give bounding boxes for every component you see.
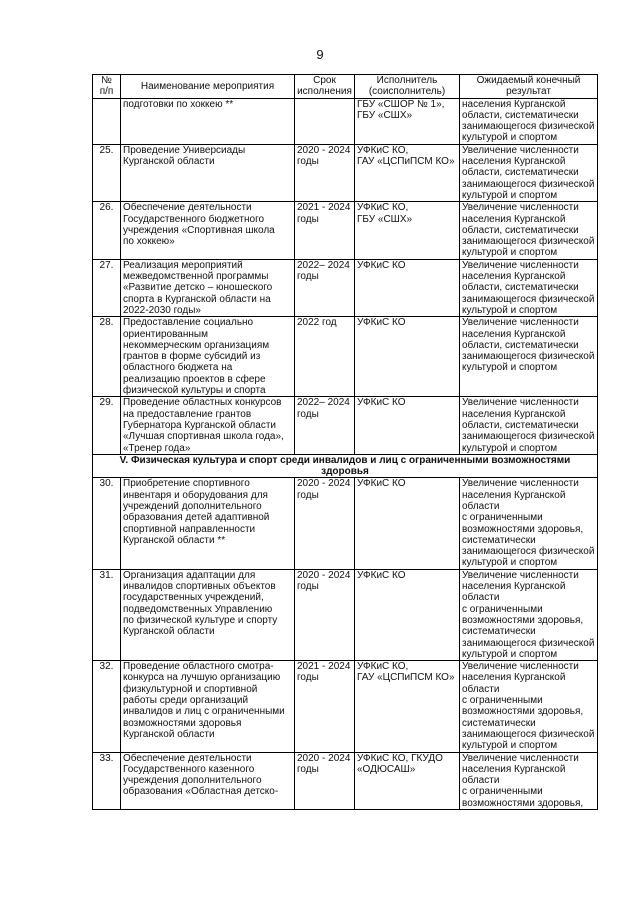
table-row	[93, 259, 598, 316]
header-term: Срок исполнения	[295, 75, 355, 99]
cell-name	[121, 569, 295, 660]
cell-executor	[355, 98, 460, 144]
cell-num	[93, 98, 121, 144]
cell-result	[460, 397, 598, 454]
cell-executor	[355, 569, 460, 660]
cell-name-text: Проведение областного смотра- конкурса на лучшую организацию физкультурной и спортивной работы среди организаций инвалидов и лиц с ограниченными возможностями здоровья Курганской области	[123, 661, 285, 740]
cell-result-text: Увеличение численности населения Курганской области, систематически занимающегося физической культурой и спортом	[462, 397, 595, 454]
table-row	[93, 317, 598, 397]
cell-result	[460, 317, 598, 397]
cell-result-text: Увеличение численности населения Курганской области с ограниченными возможностями здоровья, систематически занимающегося физической культурой и спортом	[462, 569, 595, 660]
plan-table	[92, 74, 598, 810]
cell-result	[460, 144, 598, 201]
cell-term-text: 2020 - 2024 годы	[297, 569, 351, 593]
cell-result	[460, 98, 598, 144]
cell-term-text: 2022– 2024 годы	[297, 397, 350, 420]
cell-term-text: 2021 - 2024 годы	[297, 202, 351, 225]
cell-executor-text: УФКиС КО	[357, 397, 406, 409]
cell-name	[121, 202, 295, 259]
cell-executor-text: УФКиС КО	[357, 478, 406, 490]
cell-num-text: 28.	[99, 317, 114, 329]
cell-result-text: Увеличение численности населения Курганской области, систематически занимающегося физической культурой и спортом	[462, 259, 595, 316]
cell-result-text: Увеличение численности населения Курганской области, систематически занимающегося физической культурой и спортом	[462, 144, 595, 201]
table-row	[93, 98, 598, 144]
cell-result-text: Увеличение численности населения Курганской области с ограниченными возможностями здоровья,	[462, 752, 584, 809]
cell-executor	[355, 144, 460, 201]
cell-num	[93, 317, 121, 397]
cell-result-text: Увеличение численности населения Курганской области, систематически занимающегося физической культурой и спортом	[462, 202, 595, 259]
section-title: V. Физическая культура и спорт среди инвалидов и лиц с ограниченными возможностями здоровья	[93, 454, 598, 478]
cell-executor	[355, 478, 460, 569]
table-row	[93, 397, 598, 454]
cell-name	[121, 397, 295, 454]
cell-name-text: Организация адаптации для инвалидов спортивных объектов государственных учреждений, подведомственных Управлению по физической культуре и спорту Курганской области	[123, 569, 278, 638]
cell-executor	[355, 661, 460, 752]
cell-name	[121, 317, 295, 397]
cell-num-text: 33.	[99, 752, 114, 764]
cell-result	[460, 202, 598, 259]
section-row	[93, 454, 598, 478]
cell-name-text: Проведение Универсиады Курганской области	[123, 144, 246, 168]
table-body-part1	[93, 98, 598, 454]
cell-name	[121, 478, 295, 569]
cell-term	[295, 98, 355, 144]
cell-num	[93, 752, 121, 809]
table-row	[93, 569, 598, 660]
header-name: Наименование мероприятия	[121, 75, 295, 99]
cell-executor	[355, 202, 460, 259]
cell-executor-text: ГБУ «СШОР № 1», ГБУ «СШХ»	[357, 98, 445, 121]
table-body-part2	[93, 478, 598, 810]
cell-name	[121, 144, 295, 201]
cell-num-text: 31.	[99, 569, 114, 581]
header-num: № п/п	[93, 75, 121, 99]
cell-result	[460, 661, 598, 752]
cell-term-text: 2022– 2024 годы	[297, 259, 350, 283]
cell-num-text: 26.	[99, 202, 114, 214]
cell-result-text: Увеличение численности населения Курганской области с ограниченными возможностями здоровья, систематически занимающегося физической культурой и спортом	[462, 478, 595, 569]
cell-term-text: 2021 - 2024 годы	[297, 661, 351, 684]
cell-name-text: Обеспечение деятельности Государственного бюджетного учреждения «Спортивная школа по хоккею»	[123, 202, 275, 248]
cell-name	[121, 259, 295, 316]
cell-num-text: 32.	[99, 661, 114, 673]
cell-executor	[355, 752, 460, 809]
cell-name	[121, 98, 295, 144]
cell-num	[93, 202, 121, 259]
cell-term	[295, 661, 355, 752]
cell-num	[93, 397, 121, 454]
cell-name-text: Обеспечение деятельности Государственного казенного учреждения дополнительного образования «Областная детско-	[123, 752, 279, 798]
cell-num-text: 27.	[99, 259, 114, 271]
table-row	[93, 478, 598, 569]
cell-num	[93, 569, 121, 660]
cell-num	[93, 144, 121, 201]
cell-executor-text: УФКиС КО, ГБУ «СШХ»	[357, 202, 413, 225]
cell-term-text: 2022 год	[297, 317, 337, 329]
cell-executor-text: УФКиС КО, ГАУ «ЦСПиПСМ КО»	[357, 661, 455, 684]
cell-name-text: Проведение областных конкурсов на предоставление грантов Губернатора Курганской области «Лучшая спортивная школа года», «Тренер года»	[123, 397, 284, 454]
cell-num	[93, 661, 121, 752]
cell-num-text: 29.	[99, 397, 114, 409]
header-result: Ожидаемый конечный результат	[460, 75, 598, 99]
cell-term	[295, 317, 355, 397]
header-executor: Исполнитель (соисполнитель)	[355, 75, 460, 99]
cell-term	[295, 397, 355, 454]
table-row	[93, 202, 598, 259]
cell-num	[93, 478, 121, 569]
cell-term-text: 2020 - 2024 годы	[297, 144, 351, 168]
cell-num-text: 25.	[99, 144, 114, 156]
page-number: 9	[316, 47, 324, 62]
cell-result	[460, 259, 598, 316]
cell-result-text: населения Курганской области, систематически занимающегося физической культурой и спортом	[462, 98, 595, 144]
cell-term-text: 2020 - 2024 годы	[297, 478, 351, 501]
cell-result-text: Увеличение численности населения Курганской области, систематически занимающегося физической культурой и спортом	[462, 317, 595, 374]
table-row	[93, 752, 598, 809]
table-row	[93, 661, 598, 752]
cell-result-text: Увеличение численности населения Курганской области с ограниченными возможностями здоровья, систематически занимающегося физической культурой и спортом	[462, 661, 595, 752]
cell-executor	[355, 397, 460, 454]
cell-name	[121, 752, 295, 809]
cell-executor-text: УФКиС КО	[357, 317, 406, 329]
cell-term	[295, 478, 355, 569]
cell-term	[295, 259, 355, 316]
cell-term	[295, 202, 355, 259]
section-v	[93, 454, 598, 478]
cell-executor	[355, 317, 460, 397]
table-row	[93, 144, 598, 201]
cell-term-text: 2020 - 2024 годы	[297, 752, 351, 775]
cell-term	[295, 144, 355, 201]
table-header	[93, 75, 598, 99]
cell-num	[93, 259, 121, 316]
cell-result	[460, 478, 598, 569]
cell-num-text: 30.	[99, 478, 114, 490]
cell-executor-text: УФКиС КО	[357, 259, 406, 271]
cell-name	[121, 661, 295, 752]
cell-executor-text: УФКиС КО, ГАУ «ЦСПиПСМ КО»	[357, 144, 455, 168]
cell-result	[460, 752, 598, 809]
cell-name-text: Приобретение спортивного инвентаря и оборудования для учреждений дополнительного образования детей адаптивной спортивной направленности Курганской области **	[123, 478, 270, 546]
cell-term	[295, 752, 355, 809]
cell-name-text: подготовки по хоккею **	[123, 98, 234, 110]
cell-term	[295, 569, 355, 660]
cell-result	[460, 569, 598, 660]
cell-name-text: Предоставление социально ориентированным некоммерческим организациям грантов в форме субсидий из областного бюджета на реализацию проектов в сфере физической культуры и спорта	[123, 317, 270, 397]
cell-executor-text: УФКиС КО	[357, 569, 406, 581]
cell-executor	[355, 259, 460, 316]
cell-executor-text: УФКиС КО, ГКУДО «ОДЮСАШ»	[357, 752, 443, 775]
cell-name-text: Реализация мероприятий межведомственной программы «Развитие детско – юношеского спорта в Курганской области на 2022-2030 годы»	[123, 259, 273, 316]
